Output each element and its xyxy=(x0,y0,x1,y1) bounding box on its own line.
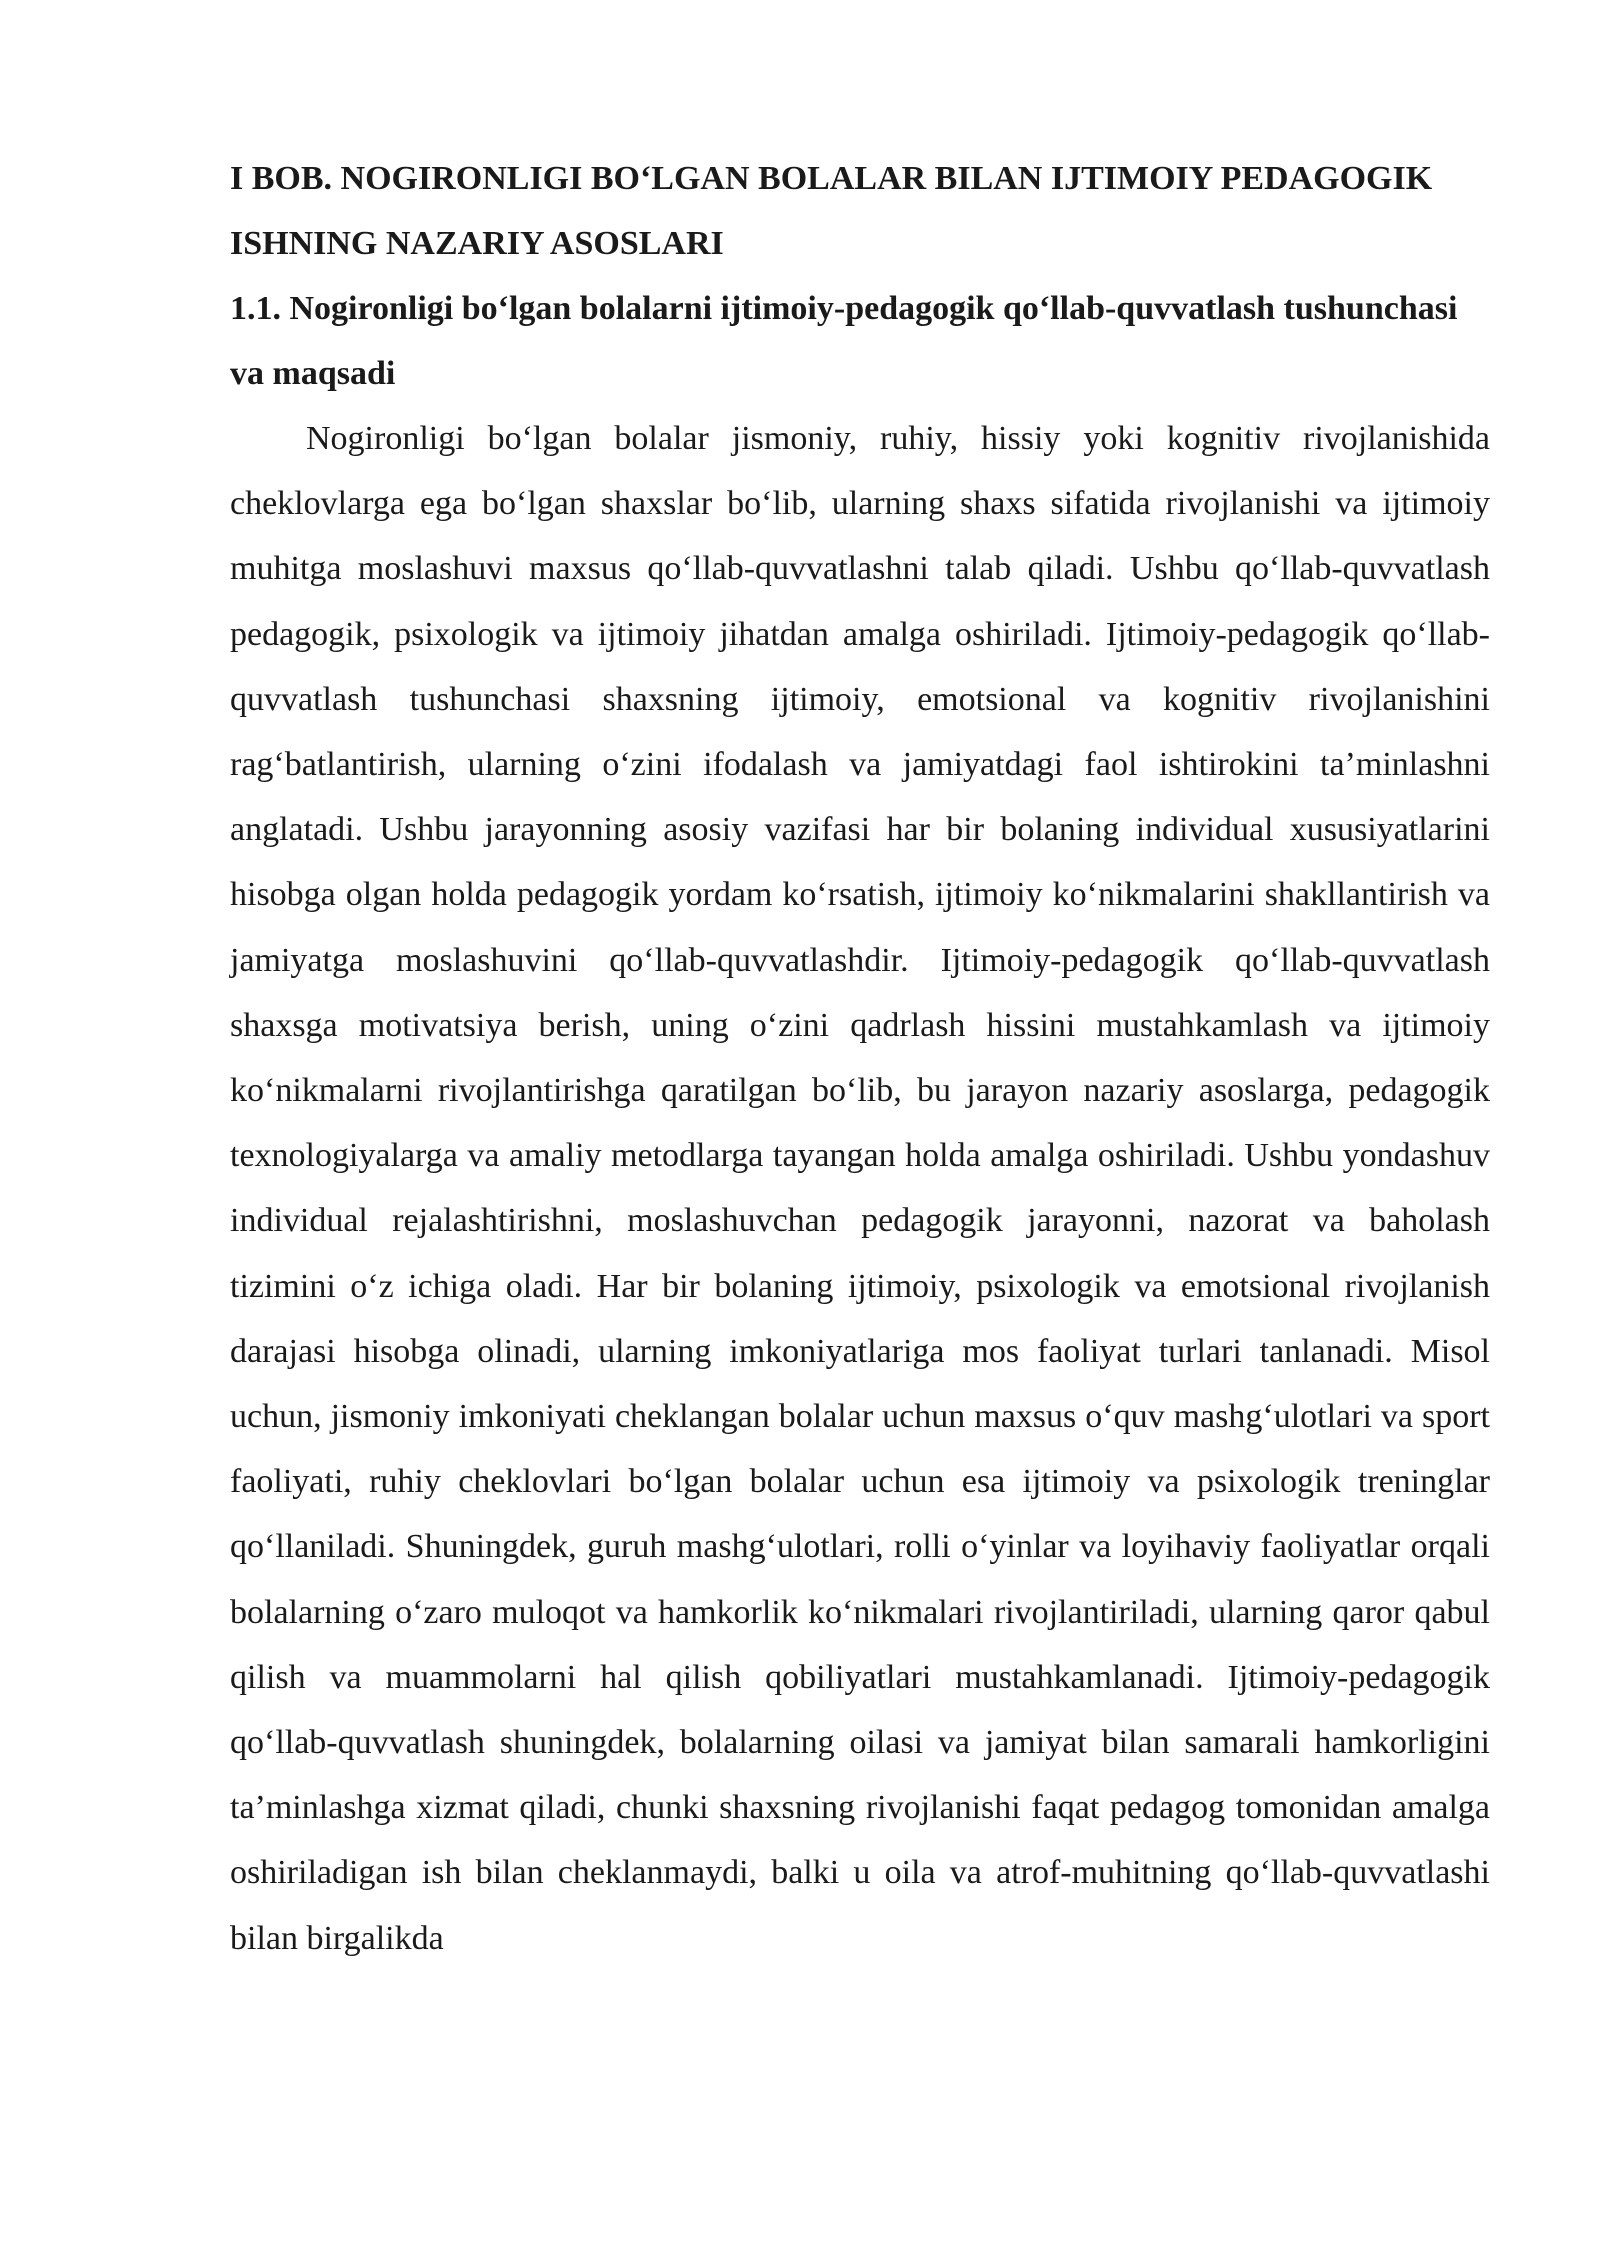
chapter-title: I BOB. NOGIRONLIGI BO‘LGAN BOLALAR BILAN IJTIMOIY PEDAGOGIK ISHNING NAZARIY ASOSLARI xyxy=(230,160,1433,262)
body-paragraph: Nogironligi bo‘lgan bolalar jismoniy, ruhiy, hissiy yoki kognitiv rivojlanishida cheklovlarga ega bo‘lgan shaxslar bo‘lib, ularning shaxs sifatida rivojlanishi va ijtimoiy muhitga moslashuvi maxsus qo‘llab-quvvatlashni talab qiladi. Ushbu qo‘llab-quvvatlash pedagogik, psixologik va ijtimoiy jihatdan amalga oshiriladi. Ijtimoiy-pedagogik qo‘llab-quvvatlash tushunchasi shaxsning ijtimoiy, emotsional va kognitiv rivojlanishini rag‘batlantirish, ularning o‘zini ifodalash va jamiyatdagi faol ishtirokini ta’minlashni anglatadi. Ushbu jarayonning asosiy vazifasi har bir bolaning individual xususiyatlarini hisobga olgan holda pedagogik yordam ko‘rsatish, ijtimoiy ko‘nikmalarini shakllantirish va jamiyatga moslashuvini qo‘llab-quvvatlashdir. Ijtimoiy-pedagogik qo‘llab-quvvatlash shaxsga motivatsiya berish, uning o‘zini qadrlash hissini mustahkamlash va ijtimoiy ko‘nikmalarni rivojlantirishga qaratilgan bo‘lib, bu jarayon nazariy asoslarga, pedagogik texnologiyalarga va amaliy metodlarga tayangan holda amalga oshiriladi. Ushbu yondashuv individual rejalashtirishni, moslashuvchan pedagogik jarayonni, nazorat va baholash tizimini o‘z ichiga oladi. Har bir bolaning ijtimoiy, psixologik va emotsional rivojlanish darajasi hisobga olinadi, ularning imkoniyatlariga mos faoliyat turlari tanlanadi. Misol uchun, jismoniy imkoniyati cheklangan bolalar uchun maxsus o‘quv mashg‘ulotlari va sport faoliyati, ruhiy cheklovlari bo‘lgan bolalar uchun esa ijtimoiy va psixologik treninglar qo‘llaniladi. Shuningdek, guruh mashg‘ulotlari, rolli o‘yinlar va loyihaviy faoliyatlar orqali bolalarning o‘zaro muloqot va hamkorlik ko‘nikmalari rivojlantiriladi, ularning qaror qabul qilish va muammolarni hal qilish qobiliyatlari mustahkamlanadi. Ijtimoiy-pedagogik qo‘llab-quvvatlash shuningdek, bolalarning oilasi va jamiyat bilan samarali hamkorligini ta’minlashga xizmat qiladi, chunki shaxsning rivojlanishi faqat pedagog tomonidan amalga oshiriladigan ish bilan cheklanmaydi, balki u oila va atrof-muhitning qo‘llab-quvvatlashi bilan birgalikda xyxy=(230,420,1490,1957)
section-title: 1.1. Nogironligi bo‘lgan bolalarni ijtimoiy-pedagogik qo‘llab-quvvatlash tushunchasi va maqsadi xyxy=(230,290,1458,392)
page-content xyxy=(230,146,1490,1971)
